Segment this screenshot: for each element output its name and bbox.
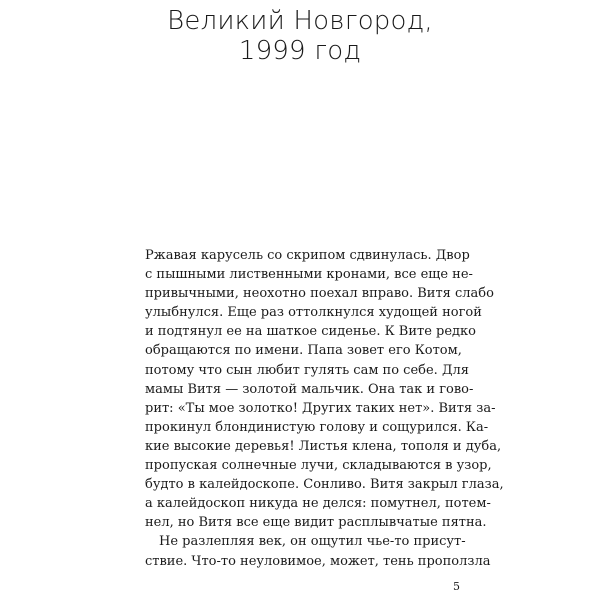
text-line: будто в калейдоскопе. Сонливо. Витя закрыл глаза, bbox=[145, 477, 504, 493]
text-line: рит: «Ты мое золотко! Других таких нет». Витя за- bbox=[145, 400, 496, 416]
text-line: а калейдоскоп никуда не делся: помутнел, потем- bbox=[145, 496, 491, 512]
text-line: и подтянул ее на шаткое сиденье. К Вите редко bbox=[145, 324, 477, 340]
paragraph-1 bbox=[145, 246, 504, 532]
text-line: пропуская солнечные лучи, складываются в узор, bbox=[145, 458, 492, 474]
body-text bbox=[145, 246, 504, 571]
text-line: ствие. Что-то неуловимое, может, тень проползла bbox=[145, 553, 491, 569]
text-line: с пышными лиственными кронами, все еще не- bbox=[145, 267, 473, 283]
text-line: привычными, неохотно поехал вправо. Витя слабо bbox=[145, 286, 494, 302]
text-line: Ржавая карусель со скрипом сдвинулась. Двор bbox=[145, 248, 470, 263]
text-line: кие высокие деревья! Листья клена, тополя и дуба, bbox=[145, 438, 502, 454]
text-line: обращаются по имени. Папа зовет его Котом, bbox=[145, 343, 462, 359]
text-line: потому что сын любит гулять сам по себе. Для bbox=[145, 362, 469, 378]
text-line: нел, но Витя все еще видит расплывчатые пятна. bbox=[145, 515, 487, 531]
text-line: прокинул блондинистую голову и сощурился. Ка- bbox=[145, 419, 489, 435]
text-line: Не разлепляя век, он ощутил чье-то присут- bbox=[159, 534, 466, 550]
text-line: улыбнулся. Еще раз оттолкнулся худощей ногой bbox=[145, 305, 482, 321]
text-line: мамы Витя — золотой мальчик. Она так и гово- bbox=[145, 381, 474, 397]
chapter-title-line-1: Великий Новгород, bbox=[167, 6, 433, 36]
page-number: 5 bbox=[453, 580, 460, 593]
paragraph-2 bbox=[145, 532, 491, 570]
chapter-title-line-2: 1999 год bbox=[238, 36, 362, 66]
